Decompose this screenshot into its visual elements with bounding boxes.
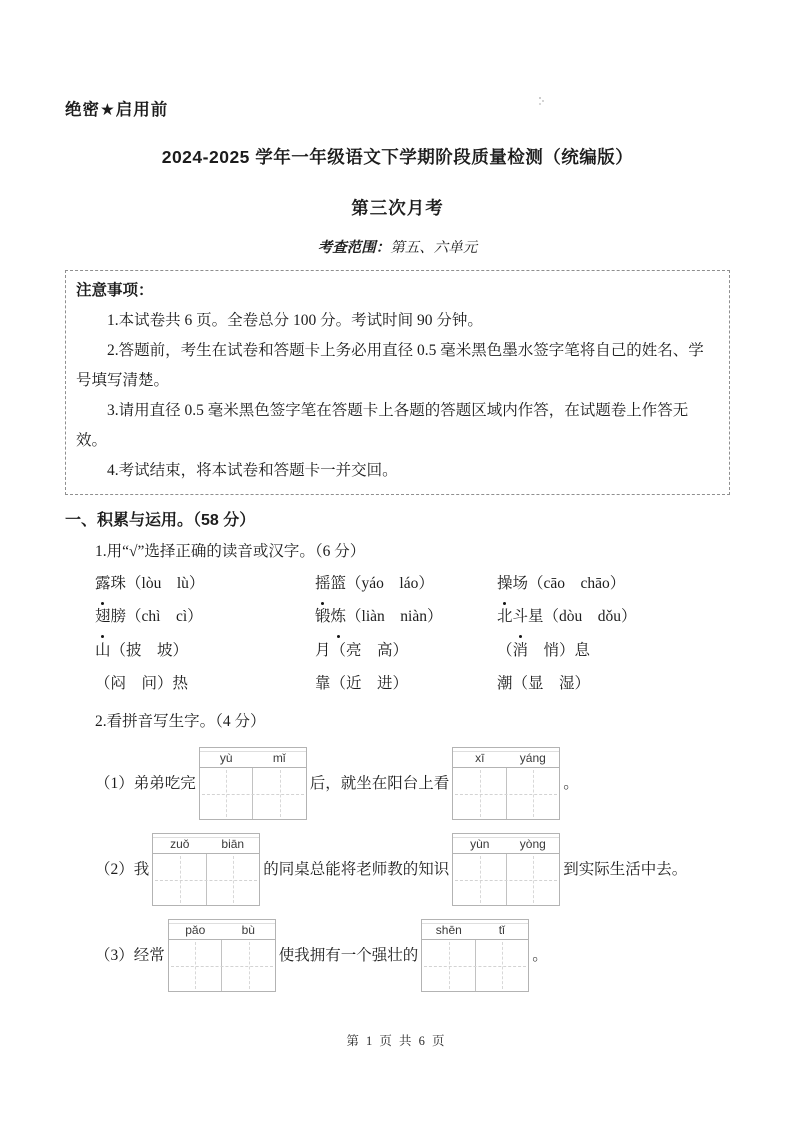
pinyin-header [453, 748, 559, 768]
character-choice-item: 月（亮 高） [315, 642, 409, 659]
character-choice-item: 山（披 坡） [95, 642, 189, 659]
fill-in-sentence-row [65, 833, 730, 906]
dotted-char: 翅 [95, 600, 111, 633]
pronunciation-item: 北斗星（dòu dǒu） [497, 600, 730, 633]
character-choice-item: 潮（显 湿） [497, 675, 591, 692]
writing-cell[interactable] [453, 768, 506, 819]
character-choice-item: （消 悄）息 [497, 642, 591, 659]
pinyin-header [453, 834, 559, 854]
notice-box [65, 270, 730, 495]
pinyin-label: yù [219, 751, 233, 765]
writing-cell[interactable] [475, 940, 529, 991]
exam-title: 2024-2025 学年一年级语文下学期阶段质量检测（统编版） [161, 147, 634, 167]
section-1-heading: 一、积累与运用。（58 分） [65, 512, 256, 529]
sentence-fragment: 到实际生活中去。 [563, 860, 688, 878]
pinyin-label: yùn [470, 837, 490, 851]
pinyin-label: yòng [519, 837, 546, 851]
writing-cells [453, 854, 559, 905]
writing-cell[interactable] [153, 854, 206, 905]
pinyin-label: biān [221, 837, 245, 851]
sentence-fragment: 使我拥有一个强壮的 [278, 946, 419, 964]
notice-heading: 注意事项： [76, 282, 154, 299]
question-2-instruction: 2.看拼音写生字。（4 分） [95, 713, 266, 730]
pinyin-header [200, 748, 306, 768]
sentence-fragment: 后，就坐在阳台上看 [309, 774, 450, 792]
writing-cell[interactable] [453, 854, 506, 905]
dotted-char: 炼 [331, 600, 347, 633]
dotted-char: 斗 [513, 600, 529, 633]
sentence-fragment: （2）我 [95, 860, 150, 878]
pinyin-label: mǐ [272, 751, 286, 765]
question-2-fill-rows [65, 747, 730, 992]
pinyin-writing-grid [421, 919, 529, 992]
writing-cells [200, 768, 306, 819]
writing-cell[interactable] [506, 854, 560, 905]
pinyin-header [153, 834, 259, 854]
sentence-fragment: 。 [563, 774, 579, 792]
writing-cell[interactable] [200, 768, 253, 819]
pinyin-header [422, 920, 528, 940]
question-1-instruction: 1.用“√”选择正确的读音或汉字。（6 分） [95, 543, 366, 560]
pronunciation-item: 翅膀（chì cì） [95, 600, 315, 633]
dotted-char: 摇 [315, 567, 331, 600]
writing-cell[interactable] [221, 940, 275, 991]
pinyin-writing-grid [152, 833, 260, 906]
exam-subtitle: 第三次月考 [351, 198, 444, 218]
pinyin-options: （dòu dǒu） [543, 608, 637, 625]
character-choice-item: （闷 问）热 [95, 675, 189, 692]
sentence-fragment: 的同桌总能将老师教的知识 [263, 860, 450, 878]
notice-item: 3.请用直径 0.5 毫米黑色签字笔在答题卡上各题的答题区域内作答，在试题卷上作答无效。 [76, 402, 689, 449]
writing-cells [153, 854, 259, 905]
dotted-char: 露 [95, 567, 111, 600]
pinyin-options: （lòu lù） [126, 575, 205, 592]
pinyin-label: shēn [435, 923, 462, 937]
pinyin-label: yáng [519, 751, 546, 765]
notice-item: 1.本试卷共 6 页。全卷总分 100 分。考试时间 90 分钟。 [107, 312, 483, 329]
writing-cells [422, 940, 528, 991]
writing-cell[interactable] [252, 768, 306, 819]
writing-cells [169, 940, 275, 991]
writing-cells [453, 768, 559, 819]
fill-in-sentence-row [65, 747, 730, 820]
pinyin-header [169, 920, 275, 940]
classification-label: 绝密★启用前 [65, 101, 169, 119]
pronunciation-item: 摇篮（yáo láo） [315, 567, 497, 600]
pinyin-label: tǐ [498, 923, 505, 937]
sentence-fragment: （3）经常 [95, 946, 165, 964]
fill-in-sentence-row [65, 919, 730, 992]
character-choice-item: 靠（近 进） [315, 675, 409, 692]
pinyin-options: （liàn niàn） [346, 608, 443, 625]
pronunciation-item: 操场（cāo chāo） [497, 567, 730, 600]
question-1-pronunciation-rows [65, 567, 730, 633]
exam-scope-line [65, 236, 730, 257]
page-number-footer: 第 1 页 共 6 页 [346, 1034, 447, 1048]
dotted-char: 操 [497, 567, 513, 600]
scope-label: 考查范围： [317, 240, 391, 256]
writing-cell[interactable] [506, 768, 560, 819]
pinyin-label: bù [241, 923, 255, 937]
pinyin-label: pǎo [185, 923, 206, 937]
pinyin-options: （yáo láo） [346, 575, 434, 592]
notice-item: 4.考试结束，将本试卷和答题卡一并交回。 [107, 462, 398, 479]
sentence-fragment: （1）弟弟吃完 [95, 774, 196, 792]
pinyin-writing-grid [168, 919, 276, 992]
question-1-character-choice-rows [65, 634, 730, 700]
pinyin-options: （cāo chāo） [528, 575, 626, 592]
pronunciation-item: 锻炼（liàn niàn） [315, 600, 497, 633]
notice-item: 2.答题前，考生在试卷和答题卡上务必用直径 0.5 毫米黑色墨水签字笔将自己的姓名、学号填写清楚。 [76, 342, 704, 389]
writing-cell[interactable] [422, 940, 475, 991]
writing-cell[interactable] [169, 940, 222, 991]
pinyin-writing-grid [452, 747, 560, 820]
pinyin-label: xī [475, 751, 485, 765]
pinyin-label: zuǒ [170, 837, 190, 851]
pronunciation-item: 露珠（lòu lù） [95, 567, 315, 600]
scope-value: 第五、六单元 [390, 240, 478, 256]
writing-cell[interactable] [206, 854, 260, 905]
pinyin-writing-grid [452, 833, 560, 906]
pinyin-options: （chì cì） [126, 608, 203, 625]
scan-smudge-artifact [539, 97, 541, 99]
sentence-fragment: 。 [532, 946, 548, 964]
pinyin-writing-grid [199, 747, 307, 820]
